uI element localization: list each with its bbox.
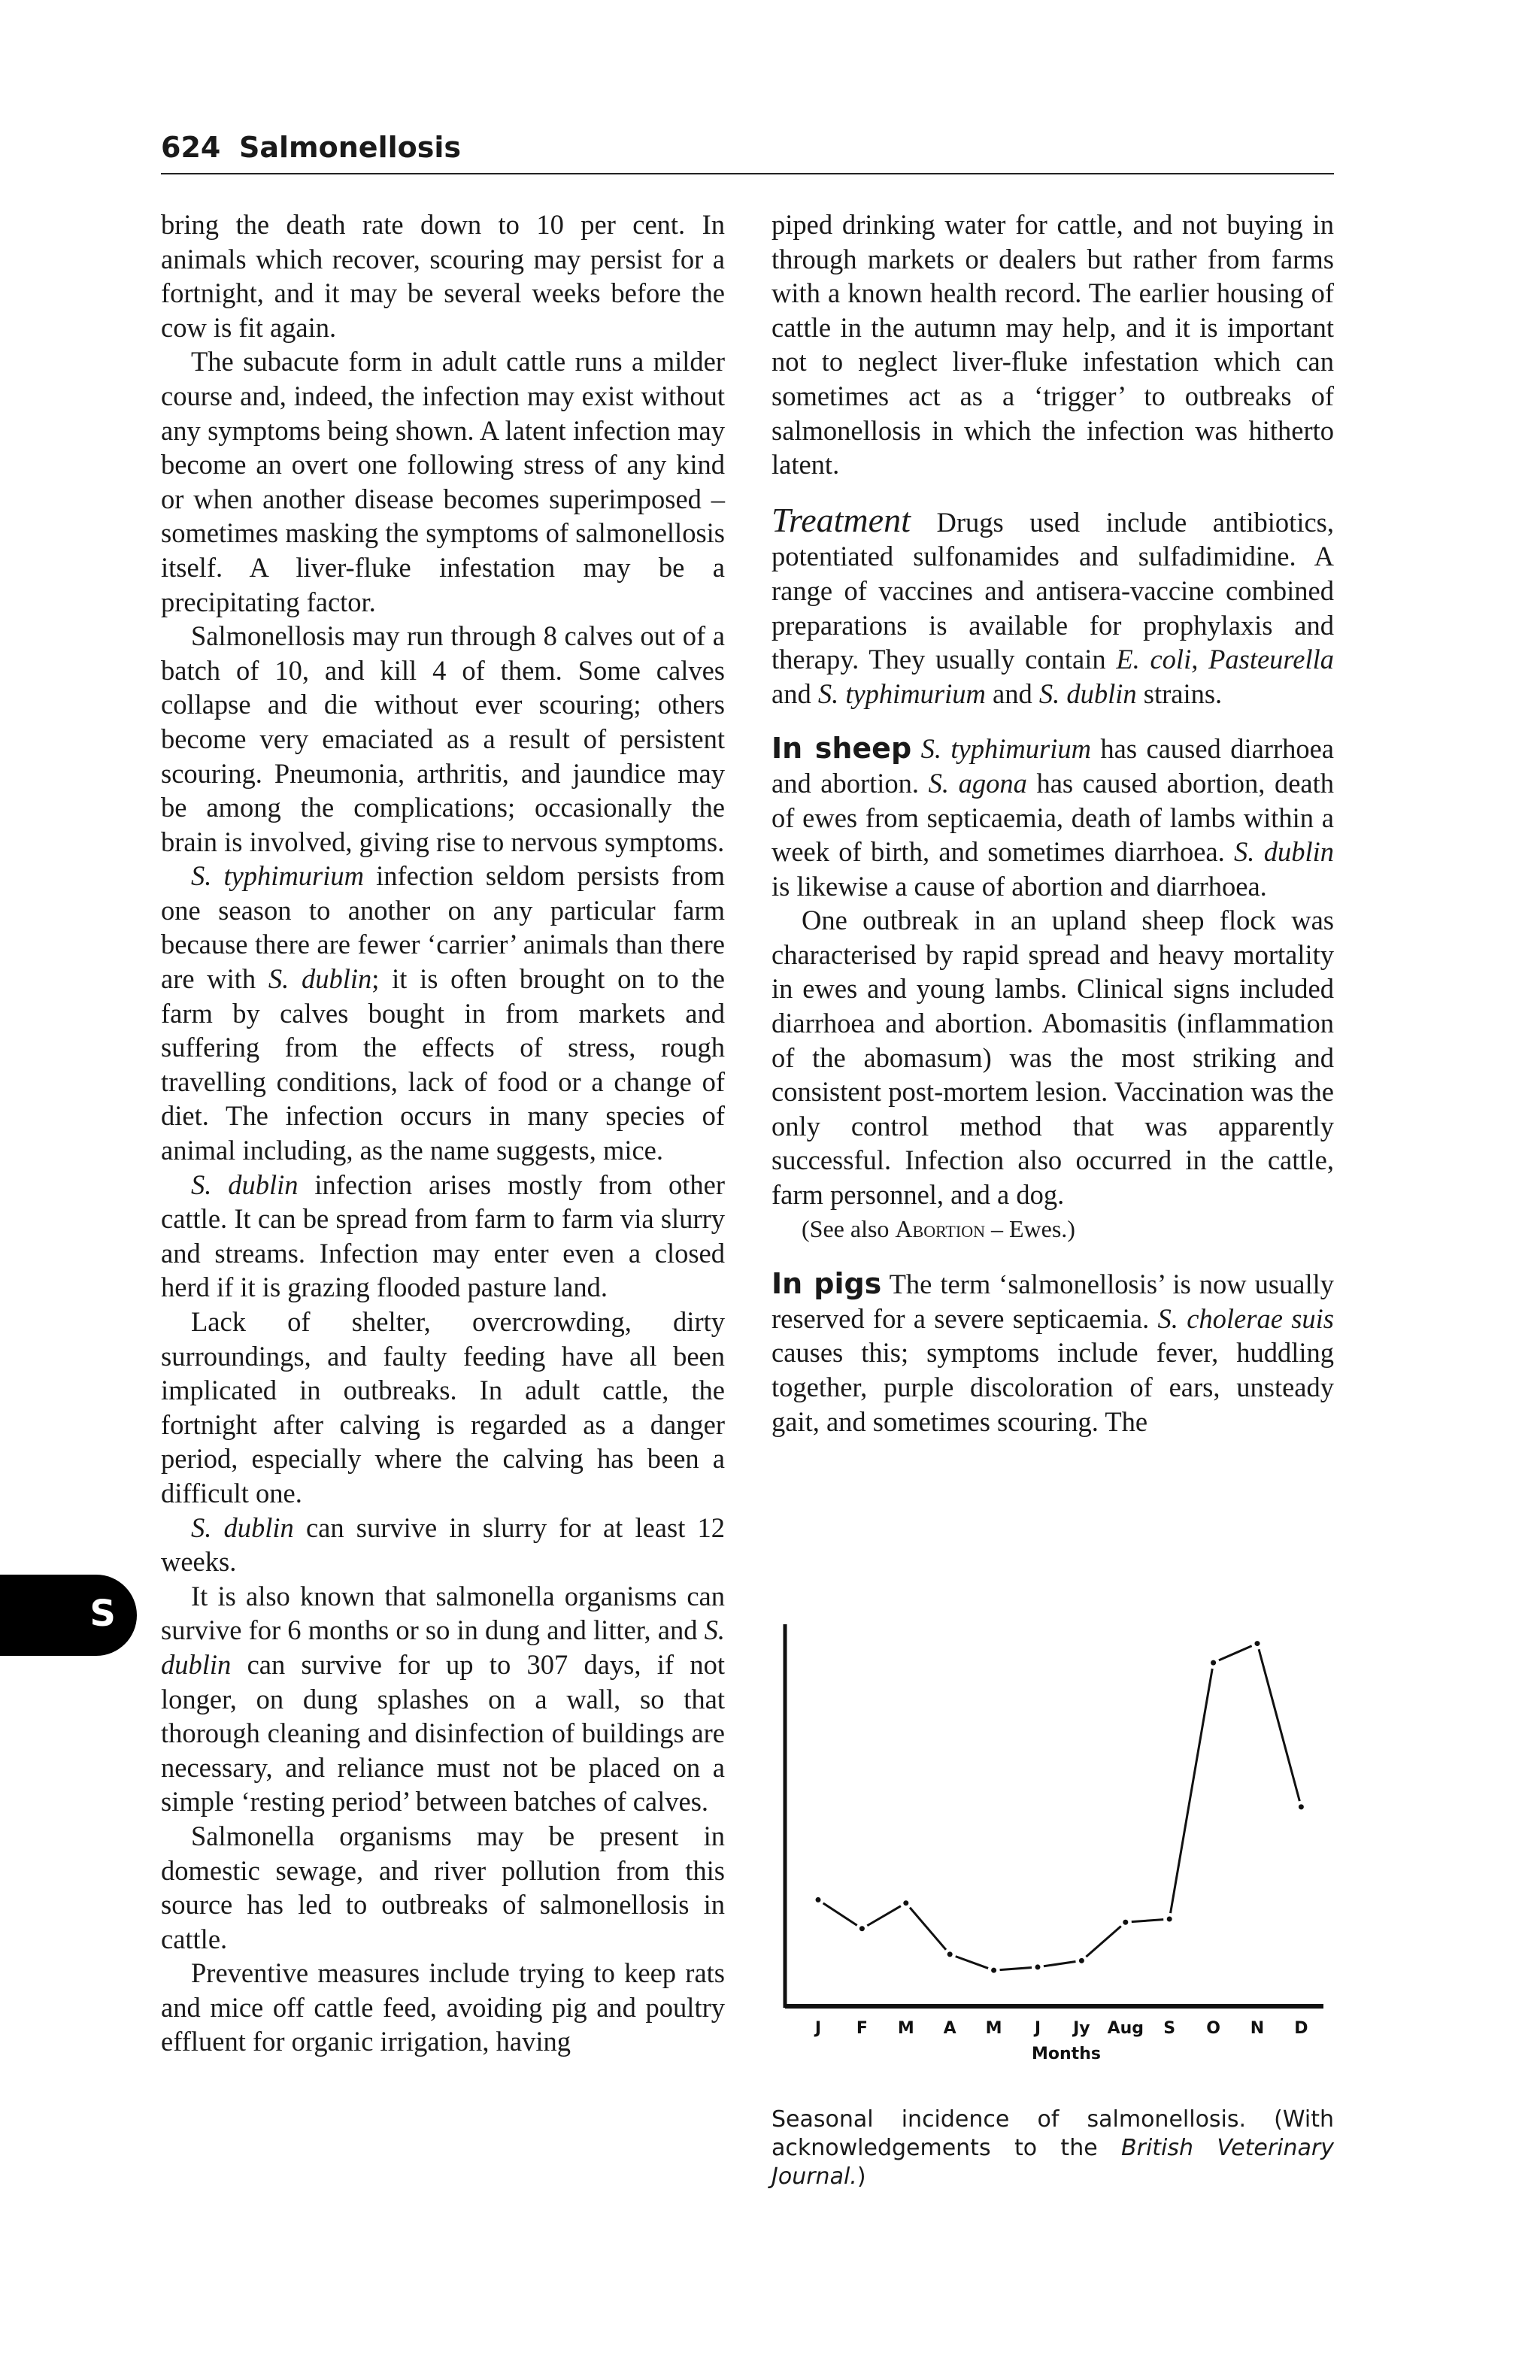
data-point-N [1255,1641,1260,1646]
paragraph: One outbreak in an upland sheep flock was characterised by rapid spread and heavy mortality in ewes and young lambs. Clinical signs included diarrhoea and abortion. Abomasitis (inflammation of the abomasum) was the most striking and consistent post-mortem lesion. Vaccination was the only control method that was apparently successful. Infection also occurred in the cattle, farm personnel, and a dog. [772,905,1334,1211]
sheep-paragraph [772,732,1334,903]
month-tick-label: Jy [1073,2019,1090,2038]
data-point-M [991,1968,996,1973]
species-name: S. typhimurium [191,860,365,892]
paragraph: bring the death rate down to 10 per cent. In animals which recover, scouring may persist for a fortnight, and it may be several weeks before the cow is fit again. [161,209,725,343]
text-run: infection seldom persists from one season to another on any particular farm because there are fewer ‘carrier’ animals than there are with [161,860,725,995]
line-segment [823,1903,857,1926]
data-point-M [903,1900,908,1906]
left-column [161,208,725,2059]
month-tick-label: A [943,2019,956,2038]
species-name: S. typhimurium [911,733,1091,765]
line-segment [1171,1669,1213,1913]
paragraph [161,1511,725,1579]
sheep-heading: In sheep [772,732,912,766]
month-tick-label: J [814,2019,822,2038]
line-segment [1044,1962,1076,1966]
pigs-heading: In pigs [772,1267,882,1301]
see-also-note [772,1212,1334,1247]
caption-text: ) [856,2163,866,2190]
caption-text: Seasonal incidence of salmonellosis. (With acknowledgements to the [772,2106,1334,2161]
line-segment [1000,1967,1032,1969]
data-point-D [1299,1804,1304,1809]
paragraph: piped drinking water for cattle, and not buying in through markets or dealers but rather from farms with a known health record. The earlier housing of cattle in the autumn may help, and it is important not to neglect liver-fluke infestation which can sometimes act as a ‘trigger’ to outbreaks of salmonellosis in which the infection was hitherto latent. [772,209,1334,481]
paragraph: Salmonellosis may run through 8 calves out of a batch of 10, and kill 4 of them. Some calves collapse and die without ever scouring; others become very emaciated as a result of persistent scouring. Pneumonia, arthritis, and jaundice may be among the complications; occasionally the brain is involved, giving rise to nervous symptoms. [161,620,725,857]
species-name: E. coli, Pasteurella [1116,644,1334,675]
data-point-J [816,1897,821,1902]
pigs-paragraph [772,1267,1334,1439]
text-run: (See also [802,1214,896,1242]
page-number: 624 [161,131,221,164]
text-run: has caused diarrhoea and abortion. [772,733,1335,799]
paragraph [161,859,725,1167]
text-run: causes this; symptoms include fever, huddling together, purple discoloration of ears, unsteady gait, and sometimes scouring. The [772,1337,1334,1437]
species-name: S. cholerae suis [1157,1302,1334,1334]
month-tick-label: D [1294,2019,1308,2038]
seasonal-incidence-chart [775,1624,1331,2075]
month-tick-label: M [985,2019,1002,2038]
data-point-F [859,1926,865,1931]
line-segment [910,1908,946,1950]
paragraph [161,1579,725,1819]
line-segment [1132,1920,1163,1922]
section-gap [772,711,1334,732]
data-point-Aug [1123,1920,1128,1925]
species-name: S. typhimurium [817,678,986,709]
section-gap [772,1246,1334,1267]
treatment-heading: Treatment [772,500,911,539]
species-name: S. dublin [191,1169,299,1200]
text-run: can survive in slurry for at least 12 weeks. [161,1511,725,1578]
month-tick-label: O [1206,2019,1220,2038]
text-run: and [985,678,1039,709]
running-title: Salmonellosis [239,131,461,164]
caption-source: British Veterinary Journal. [772,2135,1335,2190]
species-name: S. dublin [1038,678,1137,709]
month-tick-label: J [1034,2019,1041,2038]
paragraph [161,1168,725,1305]
paragraph: Preventive measures include trying to keep rats and mice off cattle feed, avoiding pig and poultry effluent for organic irrigation, having [161,1957,725,2057]
cross-reference: Abortion [895,1214,985,1242]
month-tick-label: Aug [1107,2019,1144,2038]
line-segment [867,1906,901,1926]
section-letter: S [89,1593,116,1635]
text-run: ; it is often brought on to the farm by calves bought in from markets and suffering from the effects of stress, rough travelling conditions, lack of food or a change of diet. The infection occurs in many species of animal including, as the name suggests, mice. [161,963,725,1166]
text-run: and [772,678,818,709]
data-point-S [1167,1917,1172,1922]
running-header [161,125,1334,174]
section-thumb-tab [0,1575,137,1656]
line-segment [1086,1927,1120,1957]
figure-caption [772,2106,1334,2191]
line-segment [1219,1646,1252,1660]
text-run: It is also known that salmonella organisms can survive for 6 months or so in dung and litter, and [161,1580,725,1646]
species-name: S. dublin [161,1614,725,1680]
paragraph: Lack of shelter, overcrowding, dirty surroundings, and faulty feeding have all been implicated in outbreaks. In adult cattle, the fortnight after calving is regarded as a danger period, especially where the calving has been a difficult one. [161,1306,725,1508]
treatment-paragraph [772,500,1334,711]
month-tick-label: M [897,2019,914,2038]
paragraph: The subacute form in adult cattle runs a milder course and, indeed, the infection may exist without any symptoms being shown. A latent infection may become an overt one following stress of any kind or when another disease becomes superimposed – sometimes masking the symptoms of salmonellosis itself. A liver-fluke infestation may be a precipitating factor. [161,346,725,617]
data-point-A [947,1951,953,1957]
paragraph: Salmonella organisms may be present in domestic sewage, and river pollution from this source has led to outbreaks of salmonellosis in cattle. [161,1820,725,1954]
text-run: infection arises mostly from other cattle. It can be spread from farm to farm via slurry and streams. Infection may enter even a closed herd if it is grazing flooded pasture land. [161,1169,725,1303]
species-name: S. dublin [191,1511,294,1543]
text-run: – Ewes.) [984,1214,1075,1242]
species-name: S. dublin [268,963,372,995]
line-segment [1259,1649,1299,1801]
line-segment [956,1957,988,1969]
data-point-J [1035,1964,1041,1969]
month-tick-label: N [1250,2019,1265,2038]
x-axis-label: Months [1032,2045,1101,2063]
month-tick-labels [814,2019,1308,2038]
text-run: Drugs used include antibiotics, potentiated sulfonamides and sulfadimidine. A range of vaccines and antisera-vaccine combined preparations is available for prophylaxis and therapy. They usually contain [772,506,1334,675]
section-gap [772,482,1334,503]
data-point-O [1211,1660,1216,1666]
species-name: S. agona [928,767,1027,799]
text-run: can survive for up to 307 days, if not longer, on dung splashes on a wall, so that thorough cleaning and disinfection of buildings are necessary, and reliance must not be placed on a simple ‘resting period’ between batches of calves. [161,1648,725,1818]
month-tick-label: F [856,2019,868,2038]
incidence-series [816,1641,1304,1973]
right-column [772,208,1334,1439]
text-run: is likewise a cause of abortion and diarrhoea. [772,870,1267,902]
text-run: The term ‘salmonellosis’ is now usually reserved for a severe septicaemia. [772,1269,1335,1334]
species-name: S. dublin [1234,836,1334,868]
text-run: strains. [1136,678,1223,709]
text-run: has caused abortion, death of ewes from septicaemia, death of lambs within a week of birth, and sometimes diarrhoea. [772,767,1335,868]
data-point-Jy [1079,1958,1084,1963]
month-tick-label: S [1163,2019,1176,2038]
